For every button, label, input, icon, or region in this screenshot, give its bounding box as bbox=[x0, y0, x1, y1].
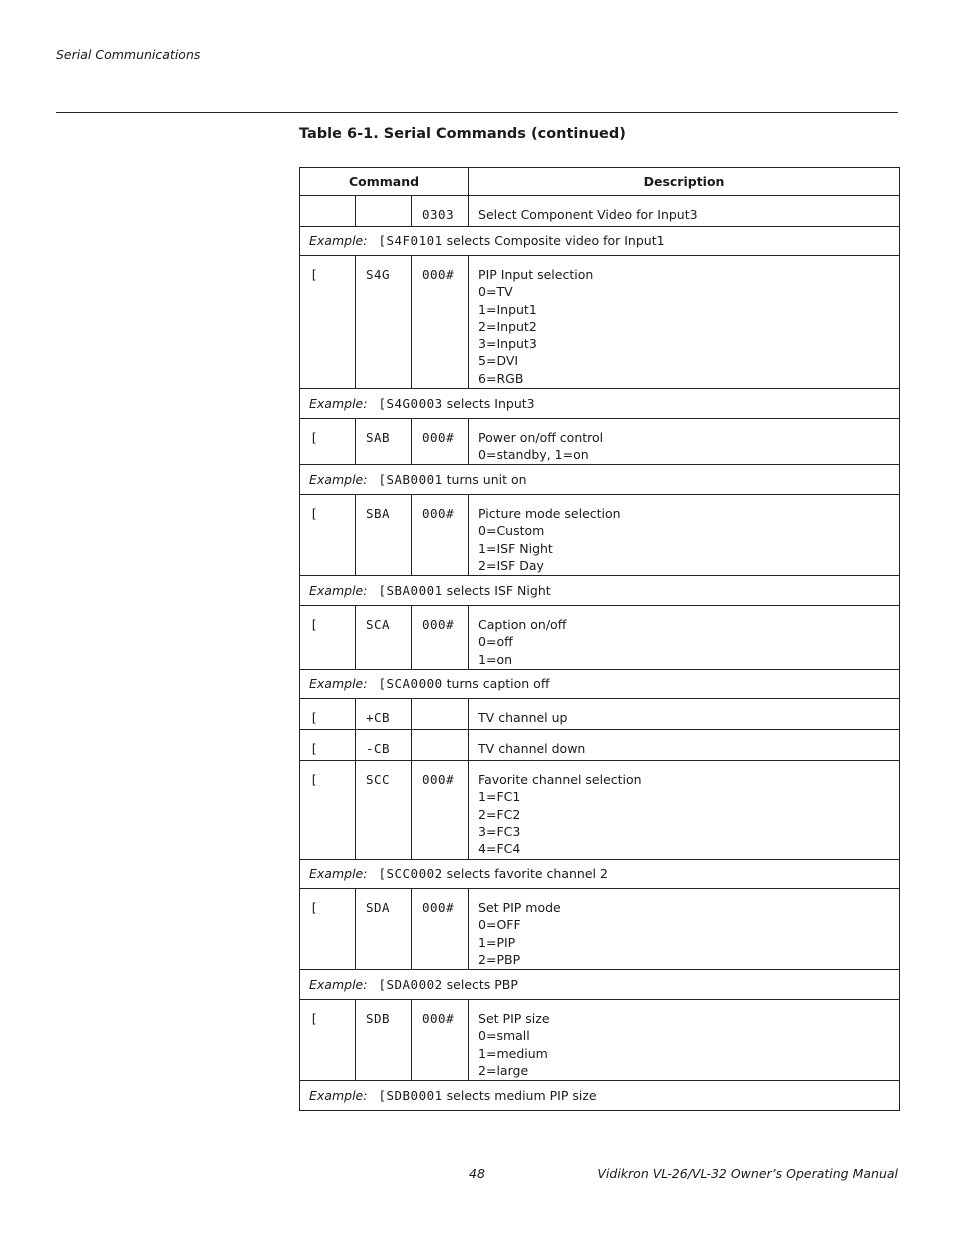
example-text: selects ISF Night bbox=[442, 582, 551, 598]
description-line: Set PIP mode bbox=[478, 900, 561, 915]
description-line: 1=on bbox=[478, 651, 513, 667]
example-label: Example: bbox=[309, 395, 368, 411]
command-code-cell: SAB bbox=[356, 419, 412, 465]
description-line: 4=FC4 bbox=[478, 841, 521, 857]
description-cell bbox=[469, 606, 900, 670]
example-row bbox=[300, 576, 900, 606]
description-line: 1=Input1 bbox=[478, 301, 537, 317]
description-line: 0=OFF bbox=[478, 917, 521, 933]
command-row bbox=[300, 256, 900, 389]
example-label: Example: bbox=[309, 582, 368, 598]
example-text: selects Input3 bbox=[442, 395, 535, 411]
command-prefix-cell bbox=[300, 196, 356, 227]
example-code: [S4G0003 bbox=[378, 395, 443, 411]
command-row bbox=[300, 730, 900, 761]
example-code: [SBA0001 bbox=[378, 582, 443, 598]
command-code-cell bbox=[356, 196, 412, 227]
example-label: Example: bbox=[309, 976, 368, 992]
column-header-command: Command bbox=[300, 168, 469, 196]
command-row bbox=[300, 495, 900, 576]
description-line: 3=Input3 bbox=[478, 336, 537, 352]
command-value-cell: 000# bbox=[412, 761, 469, 860]
command-value-cell: 000# bbox=[412, 889, 469, 970]
command-code-cell: SCA bbox=[356, 606, 412, 670]
description-line: Caption on/off bbox=[478, 617, 567, 632]
example-text: selects Composite video for Input1 bbox=[442, 233, 665, 249]
command-code-cell: SDA bbox=[356, 889, 412, 970]
command-row bbox=[300, 606, 900, 670]
example-code: [SCC0002 bbox=[378, 866, 443, 882]
example-row bbox=[300, 670, 900, 699]
command-prefix-cell: [ bbox=[300, 889, 356, 970]
command-value-cell bbox=[412, 730, 469, 761]
description-line: 1=PIP bbox=[478, 934, 516, 950]
example-row bbox=[300, 1081, 900, 1111]
description-line: PIP Input selection bbox=[478, 267, 594, 282]
description-line: Select Component Video for Input3 bbox=[478, 207, 698, 222]
example-row bbox=[300, 465, 900, 495]
example-label: Example: bbox=[309, 471, 368, 487]
description-line: 0=TV bbox=[478, 284, 513, 300]
example-row bbox=[300, 970, 900, 1000]
example-text: turns caption off bbox=[442, 676, 550, 692]
description-line: TV channel up bbox=[478, 710, 568, 725]
example-label: Example: bbox=[309, 866, 368, 882]
example-text: turns unit on bbox=[442, 471, 527, 487]
command-value-cell: 000# bbox=[412, 419, 469, 465]
example-label: Example: bbox=[309, 676, 368, 692]
description-line: Set PIP size bbox=[478, 1011, 550, 1026]
command-row bbox=[300, 196, 900, 227]
command-prefix-cell: [ bbox=[300, 761, 356, 860]
command-row bbox=[300, 1000, 900, 1081]
page-number: 48 bbox=[469, 1166, 485, 1181]
description-cell bbox=[469, 1000, 900, 1081]
command-value-cell: 0303 bbox=[412, 196, 469, 227]
description-line: 1=ISF Night bbox=[478, 540, 553, 556]
description-cell bbox=[469, 889, 900, 970]
command-value-cell: 000# bbox=[412, 1000, 469, 1081]
table-header-row bbox=[300, 168, 900, 196]
description-line: 0=off bbox=[478, 634, 513, 650]
command-code-cell: SBA bbox=[356, 495, 412, 576]
command-row bbox=[300, 419, 900, 465]
example-cell bbox=[300, 670, 900, 699]
example-code: [SDA0002 bbox=[378, 976, 443, 992]
command-prefix-cell: [ bbox=[300, 419, 356, 465]
command-row bbox=[300, 699, 900, 730]
example-text: selects favorite channel 2 bbox=[442, 866, 608, 882]
description-cell bbox=[469, 419, 900, 465]
example-cell bbox=[300, 576, 900, 606]
description-line: Power on/off control bbox=[478, 430, 604, 445]
example-code: [SDB0001 bbox=[378, 1087, 443, 1103]
example-code: [SAB0001 bbox=[378, 471, 443, 487]
example-text: selects PBP bbox=[442, 976, 518, 992]
example-row bbox=[300, 227, 900, 256]
example-label: Example: bbox=[309, 233, 368, 249]
example-label: Example: bbox=[309, 1087, 368, 1103]
header-rule bbox=[56, 112, 898, 113]
command-value-cell: 000# bbox=[412, 606, 469, 670]
command-code-cell: SDB bbox=[356, 1000, 412, 1081]
command-value-cell bbox=[412, 699, 469, 730]
description-cell bbox=[469, 256, 900, 389]
command-code-cell: S4G bbox=[356, 256, 412, 389]
example-cell bbox=[300, 465, 900, 495]
column-header-description: Description bbox=[469, 168, 900, 196]
command-prefix-cell: [ bbox=[300, 495, 356, 576]
command-row bbox=[300, 761, 900, 860]
example-code: [S4F0101 bbox=[378, 233, 443, 249]
example-cell bbox=[300, 227, 900, 256]
command-code-cell: -CB bbox=[356, 730, 412, 761]
description-line: 3=FC3 bbox=[478, 823, 521, 839]
command-code-cell: +CB bbox=[356, 699, 412, 730]
command-value-cell: 000# bbox=[412, 256, 469, 389]
description-line: 0=Custom bbox=[478, 523, 545, 539]
description-cell bbox=[469, 699, 900, 730]
command-prefix-cell: [ bbox=[300, 699, 356, 730]
command-code-cell: SCC bbox=[356, 761, 412, 860]
description-line: 0=standby, 1=on bbox=[478, 447, 589, 463]
command-value-cell: 000# bbox=[412, 495, 469, 576]
description-cell bbox=[469, 730, 900, 761]
description-line: Favorite channel selection bbox=[478, 772, 642, 787]
description-line: TV channel down bbox=[478, 741, 586, 756]
table-title: Table 6-1. Serial Commands (continued) bbox=[299, 126, 626, 142]
example-text: selects medium PIP size bbox=[442, 1087, 597, 1103]
example-row bbox=[300, 389, 900, 419]
description-line: 2=ISF Day bbox=[478, 557, 544, 573]
command-prefix-cell: [ bbox=[300, 606, 356, 670]
command-row bbox=[300, 889, 900, 970]
example-code: [SCA0000 bbox=[378, 676, 443, 692]
example-cell bbox=[300, 1081, 900, 1111]
manual-title: Vidikron VL-26/VL-32 Owner’s Operating Manual bbox=[597, 1166, 898, 1181]
description-cell bbox=[469, 495, 900, 576]
description-line: 2=Input2 bbox=[478, 318, 537, 334]
description-line: 1=FC1 bbox=[478, 789, 521, 805]
example-cell bbox=[300, 860, 900, 889]
description-cell bbox=[469, 196, 900, 227]
table-body bbox=[300, 196, 900, 1111]
description-line: 2=large bbox=[478, 1062, 529, 1078]
example-cell bbox=[300, 389, 900, 419]
description-line: 5=DVI bbox=[478, 353, 519, 369]
description-line: 6=RGB bbox=[478, 370, 524, 386]
description-cell bbox=[469, 761, 900, 860]
description-line: 0=small bbox=[478, 1028, 530, 1044]
example-row bbox=[300, 860, 900, 889]
command-prefix-cell: [ bbox=[300, 1000, 356, 1081]
command-prefix-cell: [ bbox=[300, 256, 356, 389]
description-line: 1=medium bbox=[478, 1045, 548, 1061]
description-line: 2=FC2 bbox=[478, 806, 521, 822]
command-prefix-cell: [ bbox=[300, 730, 356, 761]
example-cell bbox=[300, 970, 900, 1000]
serial-commands-table bbox=[299, 167, 900, 1111]
description-line: 2=PBP bbox=[478, 951, 521, 967]
description-line: Picture mode selection bbox=[478, 506, 621, 521]
running-header: Serial Communications bbox=[56, 47, 201, 62]
